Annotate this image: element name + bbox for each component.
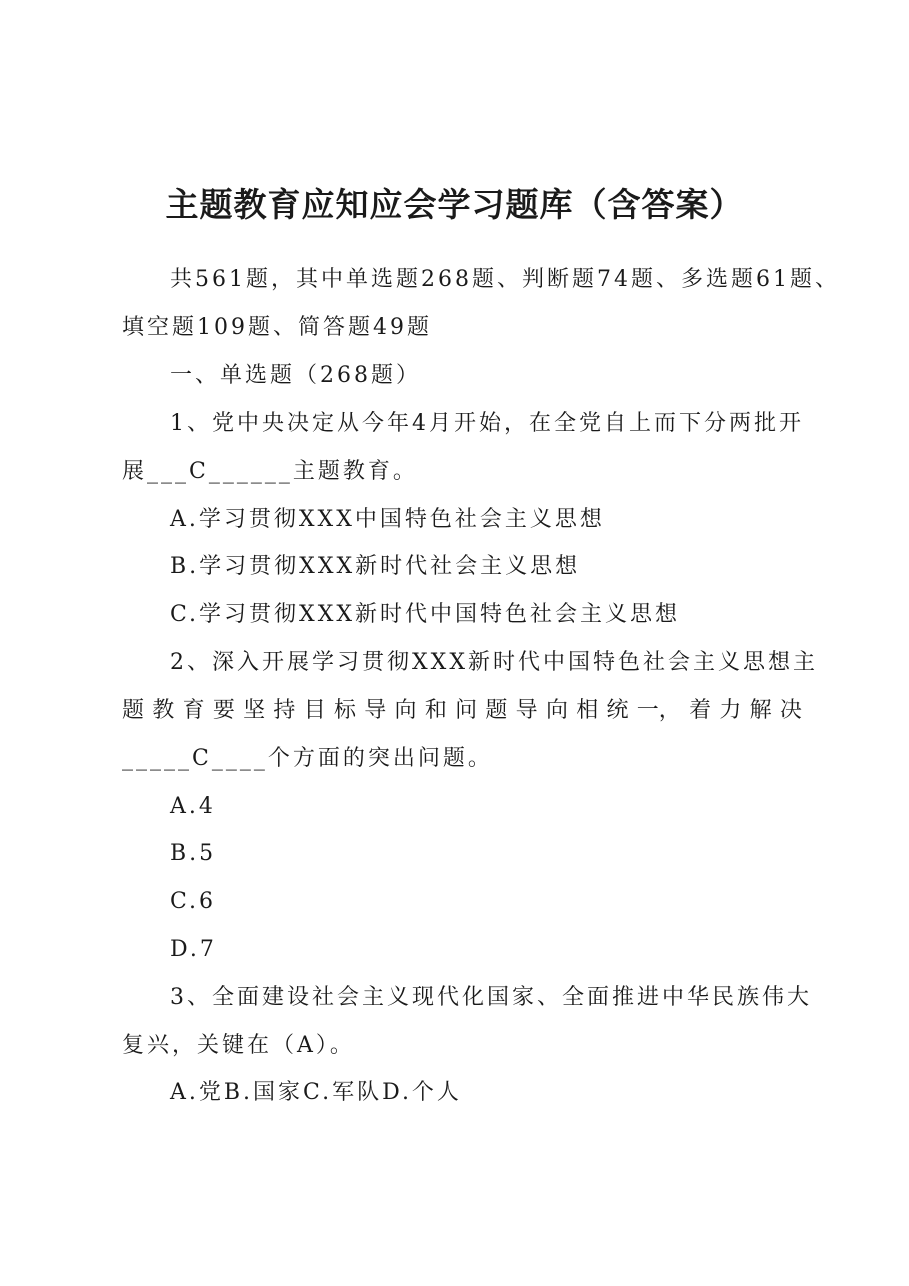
question-2-char: 决 — [779, 698, 802, 723]
question-2-char: 育 — [182, 698, 205, 723]
question-1-line-2: 展___C______主题教育。 — [122, 459, 418, 484]
question-2-char: 向 — [394, 698, 417, 723]
question-1-option-b: B.学习贯彻XXX新时代社会主义思想 — [170, 554, 581, 579]
question-2-char: 目 — [303, 698, 326, 723]
question-2-char: 教 — [152, 698, 175, 723]
question-3-line-1: 3、全面建设社会主义现代化国家、全面推进中华民族伟大 — [170, 985, 812, 1010]
question-2-line-1: 2、深入开展学习贯彻XXX新时代中国特色社会主义思想主 — [170, 650, 818, 675]
document-title: 主题教育应知应会学习题库（含答案） — [165, 185, 744, 224]
question-2-option-a: A.4 — [170, 794, 216, 819]
section-heading: 一、单选题（268题） — [170, 363, 421, 388]
question-2-char: 相 — [576, 698, 599, 723]
question-2-char: 统 — [606, 698, 629, 723]
question-2-option-c: C.6 — [170, 889, 217, 914]
question-2-char: 题 — [122, 698, 145, 723]
question-2-char: 导 — [364, 698, 387, 723]
question-3-line-2: 复兴，关键在（A）。 — [122, 1033, 355, 1058]
question-2-option-d: D.7 — [170, 937, 217, 962]
question-2-char: 题 — [485, 698, 508, 723]
intro-line-1: 共561题，其中单选题268题、判断题74题、多选题61题、 — [170, 267, 840, 292]
question-2-char: 持 — [273, 698, 296, 723]
question-1-option-c: C.学习贯彻XXX新时代中国特色社会主义思想 — [170, 602, 681, 627]
question-2-char: 要 — [212, 698, 235, 723]
intro-line-2: 填空题109题、简答题49题 — [122, 315, 432, 340]
question-2-char: 力 — [719, 698, 742, 723]
question-2-line-3: _____C____个方面的突出问题。 — [122, 746, 493, 771]
question-1-line-1: 1、党中央决定从今年4月开始，在全党自上而下分两批开 — [170, 411, 804, 436]
question-2-char: 一， — [636, 698, 681, 723]
question-2-char: 问 — [455, 698, 478, 723]
question-2-line-2 — [122, 696, 802, 726]
question-2-char: 坚 — [243, 698, 266, 723]
question-2-char: 向 — [545, 698, 568, 723]
question-2-char: 和 — [424, 698, 447, 723]
question-2-option-b: B.5 — [170, 841, 217, 866]
question-2-char: 标 — [333, 698, 356, 723]
question-3-options: A.党B.国家C.军队D.个人 — [170, 1080, 462, 1105]
question-2-char: 解 — [749, 698, 772, 723]
question-2-char: 着 — [689, 698, 712, 723]
question-1-option-a: A.学习贯彻XXX中国特色社会主义思想 — [170, 507, 605, 532]
question-2-char: 导 — [515, 698, 538, 723]
